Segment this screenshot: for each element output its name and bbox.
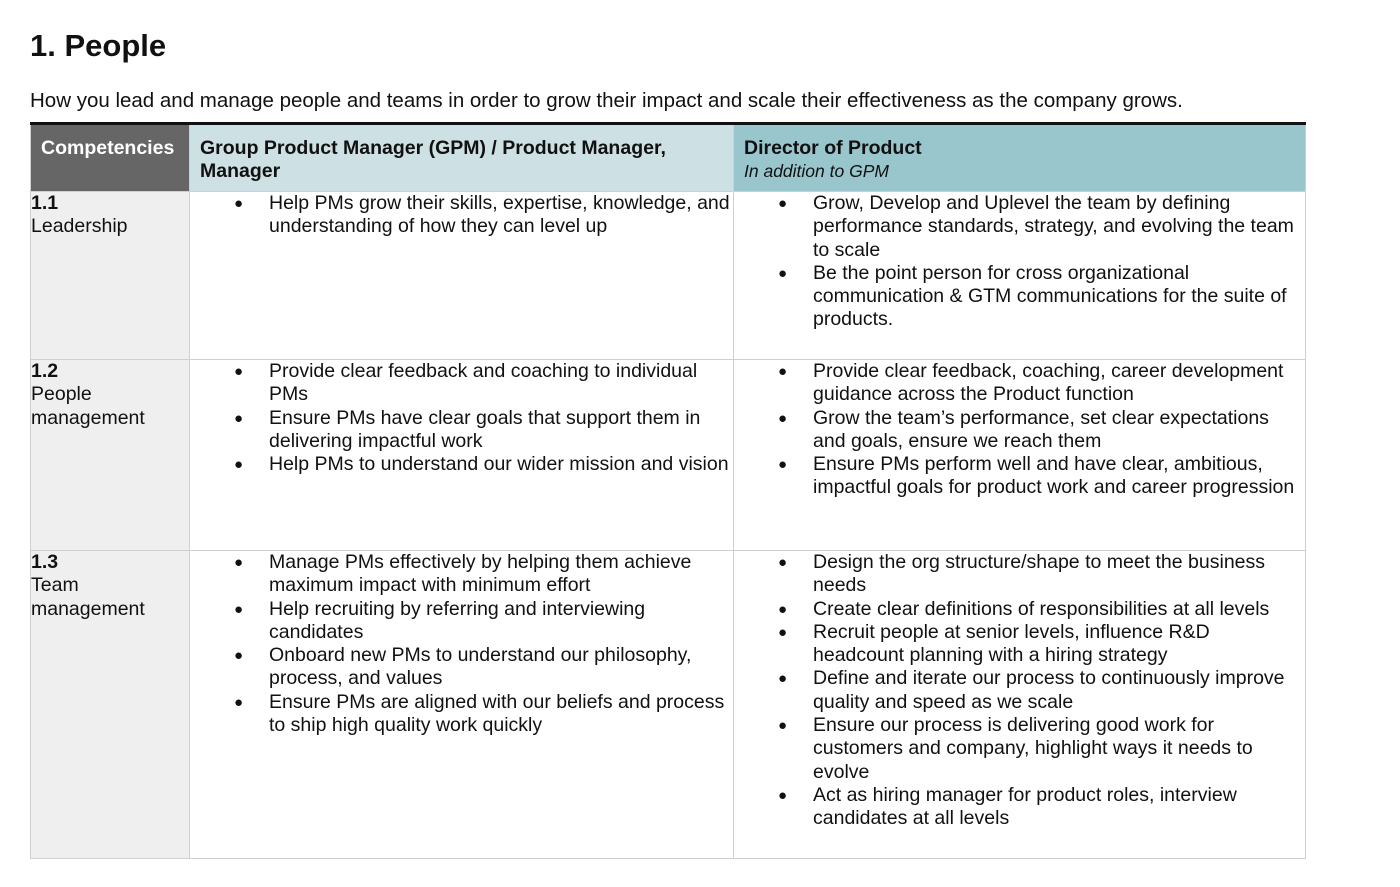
list-item: ● Help PMs to understand our wider mission and vision (234, 453, 729, 476)
competency-number: 1.3 (31, 551, 59, 573)
gpm-cell (190, 192, 734, 360)
list-item: ● Provide clear feedback, coaching, career development guidance across the Product function (778, 360, 1284, 406)
header-director-subtitle: In addition to GPM (744, 161, 889, 182)
competency-name: Team management (31, 574, 145, 620)
bullet-icon: ● (778, 363, 788, 380)
table-row (31, 360, 1306, 551)
list-item: ● Provide clear feedback and coaching to individual PMs (234, 360, 698, 406)
competency-cell (31, 360, 190, 551)
header-director (734, 124, 1306, 192)
director-cell (734, 551, 1306, 859)
bullet-icon: ● (234, 195, 244, 212)
gpm-list (190, 192, 733, 239)
list-item: ● Ensure PMs are aligned with our beliefs and process to ship high quality work quickly (234, 690, 725, 737)
bullet-icon: ● (234, 693, 244, 711)
table-row (31, 192, 1306, 360)
bullet-icon: ● (778, 409, 788, 427)
gpm-list (190, 551, 733, 737)
competency-name: Leadership (31, 215, 128, 238)
director-list (734, 192, 1305, 332)
list-item: ● Ensure our process is delivering good work for customers and company, highlight ways it needs to evolve (778, 714, 1253, 783)
header-row (31, 124, 1306, 192)
bullet-icon: ● (234, 647, 244, 665)
bullet-icon: ● (778, 554, 788, 571)
bullet-icon: ● (234, 600, 244, 618)
section-intro: How you lead and manage people and teams in order to grow their impact and scale their effectiveness as the company grows. (30, 89, 1183, 112)
header-gpm: Group Product Manager (GPM) / Product Manager, Manager (190, 124, 734, 192)
bullet-icon: ● (778, 195, 788, 212)
gpm-cell (190, 360, 734, 551)
director-cell (734, 360, 1306, 551)
list-item: ● Act as hiring manager for product roles, interview candidates at all levels (778, 783, 1237, 830)
list-item: ● Onboard new PMs to understand our philosophy, process, and values (234, 644, 692, 690)
competency-number: 1.1 (31, 192, 59, 214)
competency-cell (31, 551, 190, 859)
list-item: ● Be the point person for cross organizational communication & GTM communications for the suite of products. (778, 261, 1287, 331)
list-item: ● Help PMs grow their skills, expertise, knowledge, and understanding of how they can level up (234, 192, 730, 238)
director-list (734, 551, 1305, 831)
bullet-icon: ● (234, 554, 244, 571)
list-item: ● Help recruiting by referring and interviewing candidates (234, 597, 646, 643)
list-item: ● Ensure PMs perform well and have clear, ambitious, impactful goals for product work and career progression (778, 453, 1295, 499)
competency-table (30, 122, 1306, 859)
list-item: ● Define and iterate our process to continuously improve quality and speed as we scale (778, 667, 1285, 713)
bullet-icon: ● (778, 264, 788, 282)
bullet-icon: ● (778, 600, 788, 618)
gpm-cell (190, 551, 734, 859)
gpm-list (190, 360, 733, 476)
bullet-icon: ● (778, 623, 788, 641)
list-item: ● Design the org structure/shape to meet the business needs (778, 551, 1266, 597)
director-cell (734, 192, 1306, 360)
list-item: ● Recruit people at senior levels, influence R&D headcount planning with a hiring strategy (778, 620, 1210, 667)
table-row (31, 551, 1306, 859)
bullet-icon: ● (778, 786, 788, 804)
list-item: ● Manage PMs effectively by helping them achieve maximum impact with minimum effort (234, 551, 692, 597)
competency-cell (31, 192, 190, 360)
bullet-icon: ● (234, 409, 244, 427)
bullet-icon: ● (234, 363, 244, 380)
list-item: ● Ensure PMs have clear goals that support them in delivering impactful work (234, 406, 701, 452)
header-competencies: Competencies (31, 124, 190, 192)
page-title: 1. People (30, 28, 167, 63)
list-item: ● Grow the team’s performance, set clear expectations and goals, ensure we reach them (778, 406, 1269, 452)
bullet-icon: ● (778, 717, 788, 735)
header-director-title: Director of Product (744, 137, 922, 159)
list-item: ● Grow, Develop and Uplevel the team by defining performance standards, strategy, and evolving the team to scale (778, 192, 1294, 261)
competency-number: 1.2 (31, 360, 59, 382)
bullet-icon: ● (778, 670, 788, 688)
competency-name: People management (31, 383, 145, 429)
bullet-icon: ● (778, 456, 788, 474)
list-item: ● Create clear definitions of responsibilities at all levels (778, 597, 1270, 620)
director-list (734, 360, 1305, 500)
bullet-icon: ● (234, 456, 244, 474)
